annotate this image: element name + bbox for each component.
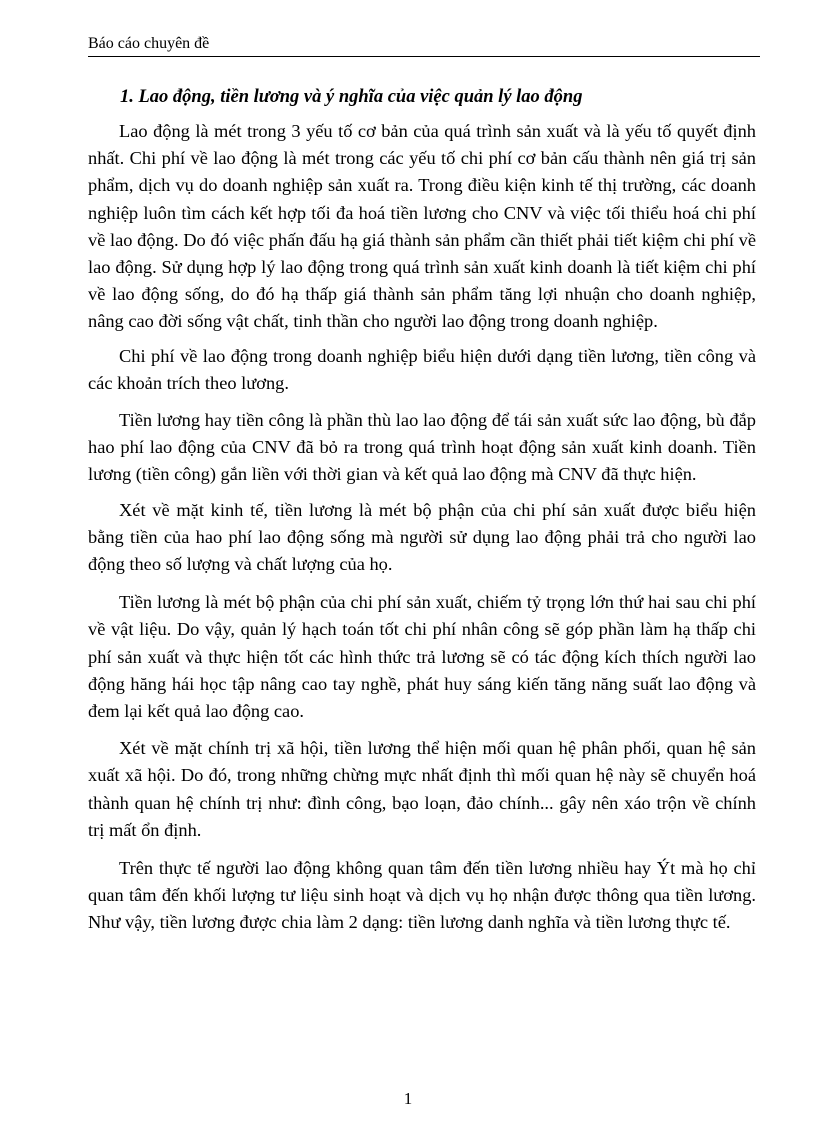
page-number: 1 [403, 1089, 413, 1108]
paragraph: Chi phí về lao động trong doanh nghiệp biểu hiện dưới dạng tiền lương, tiền công và các khoản trích theo lương. [88, 345, 756, 393]
paragraph: Tiền lương là mét bộ phận của chi phí sản xuất, chiếm tỷ trọng lớn thứ hai sau chi phí về vật liệu. Do vậy, quản lý hạch toán tốt chi phí nhân công sẽ góp phần làm hạ thấp chi phí sản xuất và thực hiện tốt các hình thức trả lương sẽ có tác động kích thích người lao động hăng hái học tập nâng cao tay nghề, phát huy sáng kiến tăng năng suất lao động và đem lại kết quả lao động cao. [88, 592, 756, 722]
page-header [88, 34, 760, 57]
paragraph: Xét về mặt chính trị xã hội, tiền lương thể hiện mối quan hệ phân phối, quan hệ sản xuất xã hội. Do đó, trong những chừng mực nhất định thì mối quan hệ này sẽ chuyển hoá thành quan hệ chính trị như: đình công, bạo loạn, đảo chính... gây nên xáo trộn về chính trị mất ổn định. [88, 738, 756, 840]
paragraph: Xét về mặt kinh tế, tiền lương là mét bộ phận của chi phí sản xuất được biểu hiện bằng tiền của hao phí lao động sống mà người sử dụng lao động phải trả cho người lao động theo số lượng và chất lượng của họ. [88, 499, 756, 575]
header-title: Báo cáo chuyên đề [88, 35, 210, 52]
paragraph: Tiền lương hay tiền công là phần thù lao lao động để tái sản xuất sức lao động, bù đắp hao phí lao động của CNV đã bỏ ra trong quá trình hoạt động sản xuất kinh doanh. Tiền lương (tiền công) gắn liền với thời gian và kết quả lao động mà CNV đã thực hiện. [88, 410, 756, 485]
paragraph: Trên thực tế người lao động không quan tâm đến tiền lương nhiều hay Ýt mà họ chỉ quan tâm đến khối lượng tư liệu sinh hoạt và dịch vụ họ nhận được thông qua tiền lương. Như vậy, tiền lương được chia làm 2 dạng: tiền lương danh nghĩa và tiền lương thực tế. [88, 858, 756, 933]
paragraph: Lao động là mét trong 3 yếu tố cơ bản của quá trình sản xuất và là yếu tố quyết định nhất. Chi phí về lao động là mét trong các yếu tố chi phí cơ bản cấu thành nên giá trị sản phẩm, dịch vụ do doanh nghiệp sản xuất ra. Trong điều kiện kinh tế thị trường, các doanh nghiệp luôn tìm cách kết hợp tối đa hoá tiền lương cho CNV và việc tối thiểu hoá chi phí về lao động. Do đó việc phấn đấu hạ giá thành sản phẩm cần thiết phải tiết kiệm chi phí về lao động. Sử dụng hợp lý lao động trong quá trình sản xuất kinh doanh là tiết kiệm chi phí về lao động sống, do đó hạ thấp giá thành sản phẩm tăng lợi nhuận cho doanh nghiệp, nâng cao đời sống vật chất, tinh thần cho người lao động trong doanh nghiệp. [88, 121, 756, 332]
section-heading: 1. Lao động, tiền lương và ý nghĩa của việc quản lý lao động [120, 87, 583, 107]
document-body [88, 84, 756, 949]
